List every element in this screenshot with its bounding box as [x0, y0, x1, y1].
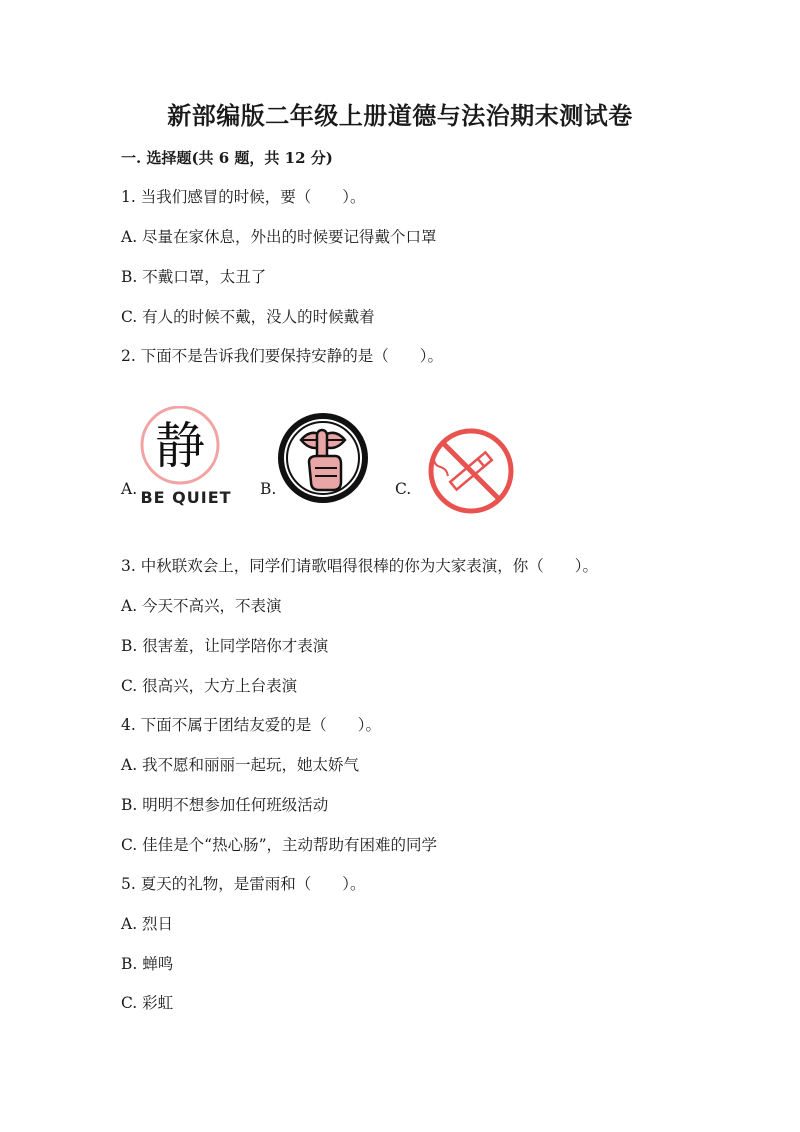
question-5-option-c: C. 彩虹 — [121, 994, 174, 1012]
question-1-option-b: B. 不戴口罩，太丑了 — [121, 268, 267, 286]
question-4-option-a: A. 我不愿和丽丽一起玩，她太娇气 — [121, 756, 360, 774]
question-3-stem: 3. 中秋联欢会上，同学们请歌唱得很棒的你为大家表演，你（ ）。 — [121, 557, 598, 575]
no-smoking-icon — [426, 426, 516, 516]
question-4-stem: 4. 下面不属于团结友爱的是（ ）。 — [121, 716, 381, 734]
question-2-option-b-label: B. — [260, 480, 277, 498]
section-heading: 一. 选择题(共 6 题，共 12 分) — [121, 149, 333, 167]
question-1-option-c: C. 有人的时候不戴，没人的时候戴着 — [121, 308, 375, 326]
quiet-sign-icon — [136, 406, 236, 510]
question-4-option-c: C. 佳佳是个“热心肠”，主动帮助有困难的同学 — [121, 836, 438, 854]
quiet-sign-caption: BE QUIET — [140, 488, 232, 507]
question-3-option-a: A. 今天不高兴，不表演 — [121, 597, 282, 615]
question-4-option-b: B. 明明不想参加任何班级活动 — [121, 796, 329, 814]
quiet-sign-char: 静 — [155, 417, 205, 475]
question-2-option-c-label: C. — [395, 480, 412, 498]
question-3-option-c: C. 很高兴，大方上台表演 — [121, 677, 298, 695]
shush-finger-lips-icon — [277, 412, 369, 504]
question-3-option-b: B. 很害羞，让同学陪你才表演 — [121, 637, 329, 655]
question-5-option-b: B. 蝉鸣 — [121, 955, 174, 973]
question-2-option-a-label: A. — [121, 480, 138, 498]
question-2-stem: 2. 下面不是告诉我们要保持安静的是（ ）。 — [121, 347, 443, 365]
question-1-stem: 1. 当我们感冒的时候，要（ ）。 — [121, 188, 366, 206]
question-5-option-a: A. 烈日 — [121, 915, 174, 933]
question-5-stem: 5. 夏天的礼物，是雷雨和（ ）。 — [121, 875, 366, 893]
page-title: 新部编版二年级上册道德与法治期末测试卷 — [167, 101, 633, 130]
question-1-option-a: A. 尽量在家休息，外出的时候要记得戴个口罩 — [121, 228, 437, 246]
